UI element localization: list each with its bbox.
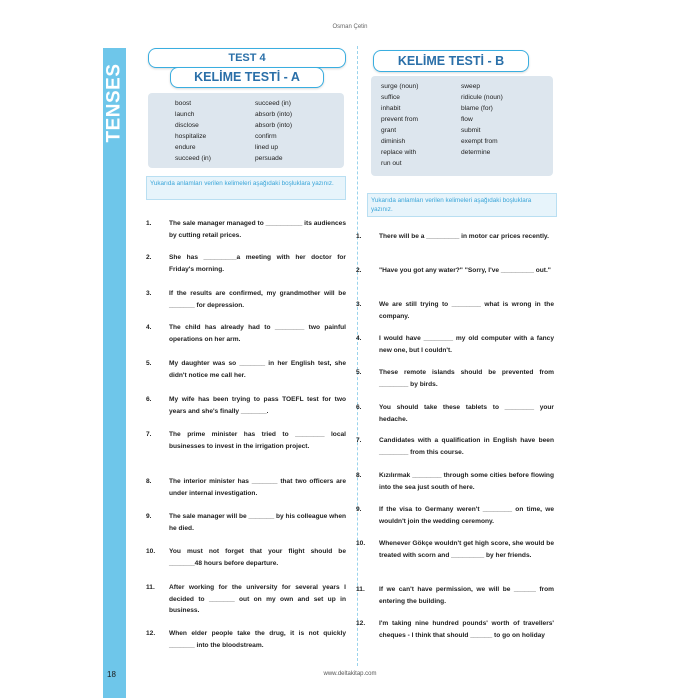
test-title: TEST 4 [148, 48, 346, 68]
word: confirm [255, 133, 277, 140]
section-title-b: KELİME TESTİ - B [373, 50, 529, 72]
section-title-a: KELİME TESTİ - A [170, 67, 324, 88]
word: flow [461, 116, 473, 123]
word: hospitalize [175, 133, 207, 140]
word: lined up [255, 144, 279, 151]
word: surge (noun) [381, 83, 419, 90]
word-list-a-col1 [175, 98, 211, 164]
word: succeed (in) [255, 100, 291, 107]
word-list-b-col1 [381, 81, 418, 169]
word: launch [175, 111, 195, 118]
word: endure [175, 144, 196, 151]
footer-url: www.deltakitap.com [323, 671, 377, 677]
word: grant [381, 127, 397, 134]
word: absorb (into) [255, 122, 293, 129]
word: boost [175, 100, 192, 107]
word: determine [461, 149, 491, 156]
page-number: 18 [107, 670, 116, 679]
word-box-a [148, 93, 344, 168]
column-divider [357, 46, 358, 666]
word: submit [461, 127, 481, 134]
word: diminish [381, 138, 406, 145]
sidebar-label: TENSES [103, 63, 125, 143]
word: sweep [461, 83, 481, 90]
word: replace with [381, 149, 417, 156]
word: suffice [381, 94, 400, 101]
word: exempt from [461, 138, 498, 145]
instruction-b: Yukarıda anlamları verilen kelimeleri aşağıdaki boşluklara yazınız. [367, 193, 557, 217]
word: inhabit [381, 105, 401, 112]
word: absorb (into) [255, 111, 293, 118]
word: disclose [175, 122, 199, 129]
word-list-a-col2 [255, 98, 292, 164]
word: run out [381, 160, 402, 167]
word: prevent from [381, 116, 419, 123]
word-list-b-col2 [461, 81, 503, 158]
instruction-a: Yukarıda anlamları verilen kelimeleri aşağıdaki boşluklara yazınız. [146, 176, 346, 200]
word: persuade [255, 155, 283, 162]
word: succeed (in) [175, 155, 211, 162]
word: blame (for) [461, 105, 493, 112]
author-header: Osman Çetin [332, 24, 368, 30]
word-box-b [371, 76, 553, 176]
word: ridicule (noun) [461, 94, 503, 101]
